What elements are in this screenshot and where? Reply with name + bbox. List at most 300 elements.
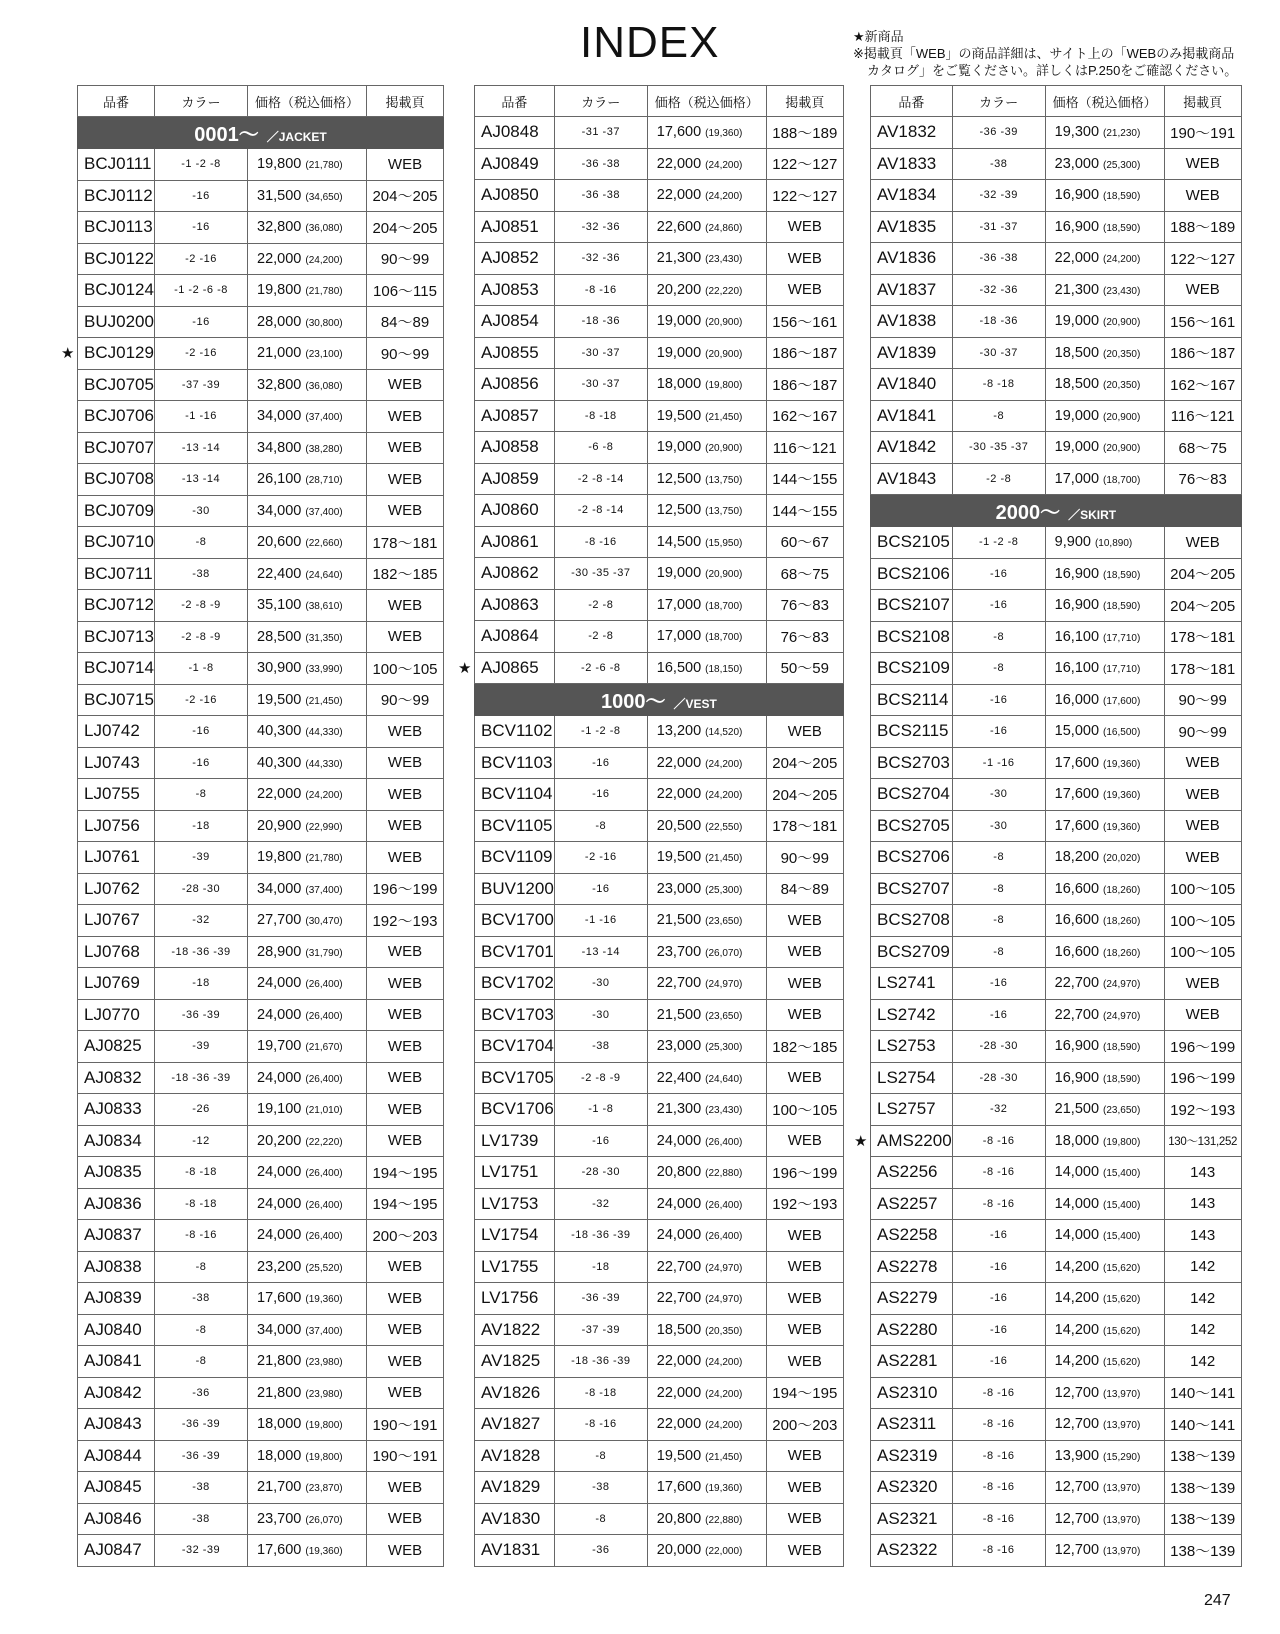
item-code: AS2281 <box>871 1346 953 1378</box>
price-tax-included: (19,360) <box>305 1294 343 1306</box>
price-value: 19,000 <box>1054 439 1100 456</box>
table-row <box>871 337 1242 369</box>
table-row <box>78 338 444 370</box>
item-price <box>647 1188 766 1220</box>
item-price <box>647 211 766 243</box>
item-code: AJ0849 <box>475 148 555 180</box>
table-row <box>871 400 1242 432</box>
price-tax-included: (24,970) <box>705 979 743 991</box>
item-colors: -8 -16 <box>952 1125 1045 1157</box>
item-price <box>248 842 367 874</box>
item-price <box>1045 1125 1164 1157</box>
item-price <box>248 558 367 590</box>
item-colors: -1 -16 <box>155 401 248 433</box>
item-code: LJ0770 <box>78 999 155 1031</box>
item-page: WEB <box>766 1314 843 1346</box>
item-colors: -18 <box>155 810 248 842</box>
item-colors: -38 <box>155 1503 248 1535</box>
item-code: BCJ0113 <box>78 212 155 244</box>
table-row <box>78 905 444 937</box>
item-page: WEB <box>367 779 444 811</box>
item-colors: -18 -36 -39 <box>155 936 248 968</box>
item-code: BCS2708 <box>871 905 953 937</box>
table-row <box>78 653 444 685</box>
item-code: LJ0762 <box>78 873 155 905</box>
item-page: 50～59 <box>766 652 843 684</box>
item-colors: -28 -30 <box>554 1157 647 1189</box>
item-price <box>647 873 766 905</box>
price-tax-included: (18,590) <box>1103 601 1141 613</box>
item-colors: -1 -2 -8 <box>554 716 647 748</box>
item-page: WEB <box>367 1377 444 1409</box>
item-page: WEB <box>766 1346 843 1378</box>
item-page: 186～187 <box>1164 337 1241 369</box>
header-price: 価格（税込価格） <box>647 86 766 117</box>
price-tax-included: (24,200) <box>1103 254 1141 266</box>
price-value: 19,000 <box>656 344 702 361</box>
price-value: 23,000 <box>656 1038 702 1055</box>
price-tax-included: (13,970) <box>1103 1514 1141 1526</box>
note-web-1: ※掲載頁「WEB」の商品詳細は、サイト上の「WEBのみ掲載商品 <box>853 46 1235 61</box>
price-value: 19,800 <box>257 282 302 299</box>
item-price <box>647 558 766 590</box>
table-row <box>475 180 844 212</box>
price-tax-included: (22,660) <box>305 538 343 550</box>
price-tax-included: (23,870) <box>305 1483 343 1495</box>
price-tax-included: (25,520) <box>305 1262 343 1274</box>
price-value: 28,900 <box>257 943 302 960</box>
item-page: 76～83 <box>766 621 843 653</box>
item-code: AJ0845 <box>78 1472 155 1504</box>
table-row <box>78 1062 444 1094</box>
item-price <box>647 779 766 811</box>
item-page: WEB <box>766 716 843 748</box>
table-row <box>475 873 844 905</box>
item-code: BCV1704 <box>475 1031 555 1063</box>
item-code: AJ0836 <box>78 1188 155 1220</box>
item-page: 192～193 <box>1164 1094 1241 1126</box>
table-row <box>78 968 444 1000</box>
item-code: AS2319 <box>871 1440 953 1472</box>
price-value: 34,000 <box>257 502 302 519</box>
item-colors: -37 -39 <box>554 1314 647 1346</box>
price-tax-included: (36,080) <box>305 223 343 235</box>
item-page: 68～75 <box>1164 432 1241 464</box>
item-code: AJ0851 <box>475 211 555 243</box>
price-value: 17,600 <box>656 124 702 141</box>
price-value: 24,000 <box>656 1227 702 1244</box>
section-header-row <box>871 495 1242 527</box>
item-page: WEB <box>1164 779 1241 811</box>
price-value: 19,500 <box>257 691 302 708</box>
item-page: WEB <box>367 464 444 496</box>
item-colors: -8 -16 <box>952 1409 1045 1441</box>
item-code: AV1833 <box>871 148 953 180</box>
item-price <box>647 747 766 779</box>
price-tax-included: (14,520) <box>705 727 743 739</box>
price-tax-included: (20,900) <box>1103 411 1141 423</box>
item-page: 122～127 <box>766 180 843 212</box>
item-page: WEB <box>766 211 843 243</box>
item-colors: -30 <box>554 968 647 1000</box>
item-code: BCS2106 <box>871 558 953 590</box>
item-code: BCV1701 <box>475 936 555 968</box>
table-row <box>475 1283 844 1315</box>
item-price <box>647 1283 766 1315</box>
item-colors: -31 -37 <box>952 211 1045 243</box>
price-value: 19,100 <box>257 1101 302 1118</box>
price-tax-included: (25,300) <box>705 884 743 896</box>
price-tax-included: (31,790) <box>305 947 343 959</box>
price-tax-included: (13,970) <box>1103 1546 1141 1558</box>
item-code: BCV1109 <box>475 842 555 874</box>
item-colors: -28 -30 <box>952 1062 1045 1094</box>
item-page: 106～115 <box>367 275 444 307</box>
price-value: 12,500 <box>656 470 702 487</box>
item-colors: -16 <box>952 590 1045 622</box>
table-row <box>78 1346 444 1378</box>
item-price <box>248 149 367 181</box>
price-value: 23,200 <box>257 1258 302 1275</box>
price-tax-included: (38,280) <box>305 443 343 455</box>
item-price <box>1045 936 1164 968</box>
table-row <box>871 716 1242 748</box>
item-code: LS2757 <box>871 1094 953 1126</box>
item-colors: -8 -18 <box>554 1377 647 1409</box>
table-row <box>475 400 844 432</box>
item-colors: -36 <box>155 1377 248 1409</box>
item-code: AJ0847 <box>78 1535 155 1567</box>
item-price <box>647 842 766 874</box>
item-colors: -28 -30 <box>952 1031 1045 1063</box>
item-colors: -16 <box>952 1220 1045 1252</box>
table-row <box>475 1220 844 1252</box>
table-row <box>871 842 1242 874</box>
price-value: 19,000 <box>656 565 702 582</box>
price-value: 23,000 <box>1054 155 1100 172</box>
table-row <box>475 1314 844 1346</box>
price-value: 21,700 <box>257 1479 302 1496</box>
item-price <box>1045 1472 1164 1504</box>
price-value: 17,000 <box>656 628 702 645</box>
table-row <box>871 905 1242 937</box>
item-code: LJ0769 <box>78 968 155 1000</box>
table-row <box>475 337 844 369</box>
item-price <box>647 1472 766 1504</box>
item-code: LS2753 <box>871 1031 953 1063</box>
item-code: AV1834 <box>871 180 953 212</box>
price-tax-included: (13,970) <box>1103 1483 1141 1495</box>
item-colors: -16 <box>155 212 248 244</box>
table-row <box>871 1251 1242 1283</box>
price-tax-included: (26,070) <box>705 947 743 959</box>
item-price <box>647 274 766 306</box>
item-code: BCJ0708 <box>78 464 155 496</box>
item-price <box>1045 999 1164 1031</box>
price-tax-included: (34,650) <box>305 191 343 203</box>
price-tax-included: (26,400) <box>705 1231 743 1243</box>
item-code: BCV1706 <box>475 1094 555 1126</box>
item-colors: -2 -8 <box>554 589 647 621</box>
price-tax-included: (20,350) <box>1103 348 1141 360</box>
table-row <box>871 243 1242 275</box>
item-colors: -8 <box>952 621 1045 653</box>
price-tax-included: (21,450) <box>705 853 743 865</box>
new-item-star-icon: ★ <box>458 660 472 677</box>
item-page: WEB <box>367 1094 444 1126</box>
table-row <box>871 999 1242 1031</box>
price-value: 32,800 <box>257 219 302 236</box>
price-value: 17,600 <box>1054 786 1100 803</box>
item-price <box>1045 400 1164 432</box>
table-row <box>475 463 844 495</box>
price-value: 12,700 <box>1054 1416 1100 1433</box>
item-code: AJ0858 <box>475 432 555 464</box>
price-tax-included: (20,900) <box>705 569 743 581</box>
table-row <box>475 621 844 653</box>
item-colors: -2 -16 <box>554 842 647 874</box>
price-value: 17,600 <box>257 1290 302 1307</box>
item-page: 84～89 <box>367 306 444 338</box>
item-code: BCJ0122 <box>78 243 155 275</box>
price-tax-included: (30,470) <box>305 916 343 928</box>
item-price <box>248 401 367 433</box>
item-colors: -13 -14 <box>155 432 248 464</box>
price-value: 22,700 <box>656 975 702 992</box>
table-row <box>871 463 1242 495</box>
price-tax-included: (15,620) <box>1103 1357 1141 1369</box>
table-row <box>871 684 1242 716</box>
price-tax-included: (23,980) <box>305 1388 343 1400</box>
header-price: 価格（税込価格） <box>248 86 367 117</box>
price-tax-included: (18,150) <box>705 663 743 675</box>
table-row <box>78 1157 444 1189</box>
price-tax-included: (30,800) <box>305 317 343 329</box>
item-code: LS2742 <box>871 999 953 1031</box>
table-row <box>475 148 844 180</box>
item-page: 122～127 <box>766 148 843 180</box>
item-colors: -16 <box>952 1314 1045 1346</box>
item-colors: -1 -2 -6 -8 <box>155 275 248 307</box>
item-price <box>248 999 367 1031</box>
price-tax-included: (20,350) <box>705 1325 743 1337</box>
item-price <box>248 1157 367 1189</box>
item-colors: -30 -37 <box>554 369 647 401</box>
price-value: 20,900 <box>257 817 302 834</box>
price-value: 24,000 <box>257 1195 302 1212</box>
section-range: 2000～ <box>995 502 1061 524</box>
table-row <box>475 1125 844 1157</box>
table-row <box>78 1031 444 1063</box>
item-page: 188～189 <box>1164 211 1241 243</box>
item-page: 188～189 <box>766 117 843 149</box>
price-tax-included: (13,970) <box>1103 1420 1141 1432</box>
price-value: 22,700 <box>1054 975 1100 992</box>
item-code: AJ0860 <box>475 495 555 527</box>
item-colors: -8 -16 <box>952 1472 1045 1504</box>
price-tax-included: (33,990) <box>305 664 343 676</box>
item-colors: -16 <box>155 716 248 748</box>
price-value: 40,300 <box>257 754 302 771</box>
item-price <box>1045 905 1164 937</box>
price-value: 14,000 <box>1054 1164 1100 1181</box>
table-row <box>78 212 444 244</box>
price-value: 16,900 <box>1054 1038 1100 1055</box>
table-row <box>78 1472 444 1504</box>
item-page: 186～187 <box>766 337 843 369</box>
item-code: BCS2703 <box>871 747 953 779</box>
price-value: 19,000 <box>1054 407 1100 424</box>
table-row <box>78 558 444 590</box>
price-tax-included: (21,450) <box>305 695 343 707</box>
item-price <box>1045 590 1164 622</box>
item-price <box>248 275 367 307</box>
item-page: 178～181 <box>766 810 843 842</box>
price-tax-included: (23,430) <box>705 1105 743 1117</box>
item-colors: -8 -16 <box>952 1503 1045 1535</box>
price-value: 9,900 <box>1054 534 1091 551</box>
item-code: BCS2108 <box>871 621 953 653</box>
item-price <box>248 495 367 527</box>
item-code: AV1825 <box>475 1346 555 1378</box>
item-code: AJ0833 <box>78 1094 155 1126</box>
price-tax-included: (26,070) <box>305 1514 343 1526</box>
item-page: 190～191 <box>367 1440 444 1472</box>
item-page: WEB <box>367 842 444 874</box>
price-tax-included: (21,780) <box>305 160 343 172</box>
price-value: 34,000 <box>257 408 302 425</box>
price-tax-included: (15,950) <box>705 537 743 549</box>
price-value: 19,300 <box>1054 124 1100 141</box>
price-value: 12,700 <box>1054 1542 1100 1559</box>
item-page: 143 <box>1164 1157 1241 1189</box>
item-page: 204～205 <box>766 747 843 779</box>
item-price <box>1045 432 1164 464</box>
price-tax-included: (17,710) <box>1103 664 1141 676</box>
price-value: 23,700 <box>656 943 702 960</box>
item-colors: -8 -16 <box>554 274 647 306</box>
item-colors: -36 -38 <box>554 180 647 212</box>
item-colors: -30 -37 <box>952 337 1045 369</box>
price-value: 23,700 <box>257 1510 302 1527</box>
price-value: 12,700 <box>1054 1510 1100 1527</box>
price-tax-included: (44,330) <box>305 758 343 770</box>
price-value: 21,300 <box>656 1101 702 1118</box>
item-page: WEB <box>367 1283 444 1315</box>
price-value: 21,500 <box>656 1006 702 1023</box>
item-colors: -8 <box>554 810 647 842</box>
item-colors: -32 -39 <box>155 1535 248 1567</box>
item-colors: -38 <box>155 1283 248 1315</box>
item-code: AV1842 <box>871 432 953 464</box>
item-colors: -8 -18 <box>155 1157 248 1189</box>
item-colors: -8 <box>554 1440 647 1472</box>
price-tax-included: (21,780) <box>305 853 343 865</box>
item-colors: -36 -38 <box>554 148 647 180</box>
price-value: 19,800 <box>257 849 302 866</box>
item-price <box>1045 306 1164 338</box>
price-tax-included: (16,500) <box>1103 727 1141 739</box>
item-page: 178～181 <box>1164 621 1241 653</box>
header-row <box>871 86 1242 117</box>
table-row <box>475 495 844 527</box>
price-tax-included: (28,710) <box>305 475 343 487</box>
table-row <box>78 464 444 496</box>
item-code: BCS2706 <box>871 842 953 874</box>
table-row <box>871 1188 1242 1220</box>
price-tax-included: (38,610) <box>305 601 343 613</box>
price-tax-included: (22,000) <box>705 1546 743 1558</box>
item-colors: -36 -39 <box>952 117 1045 149</box>
item-code: BCJ0707 <box>78 432 155 464</box>
table-row <box>475 652 844 684</box>
item-page: 138～139 <box>1164 1440 1241 1472</box>
item-code: BCV1702 <box>475 968 555 1000</box>
price-tax-included: (21,230) <box>1103 128 1141 140</box>
item-colors: -32 -39 <box>952 180 1045 212</box>
item-colors: -32 <box>952 1094 1045 1126</box>
item-page: 90～99 <box>367 684 444 716</box>
index-table-2 <box>474 85 844 1567</box>
item-page: WEB <box>367 810 444 842</box>
item-colors: -32 -36 <box>554 243 647 275</box>
price-tax-included: (10,890) <box>1094 538 1133 550</box>
item-price <box>647 306 766 338</box>
price-value: 24,000 <box>257 975 302 992</box>
item-code: BCS2114 <box>871 684 953 716</box>
item-page: 204～205 <box>367 212 444 244</box>
section-header <box>475 684 844 716</box>
price-tax-included: (24,200) <box>705 159 743 171</box>
table-row <box>871 1031 1242 1063</box>
item-colors: -2 -8 <box>952 463 1045 495</box>
table-row <box>871 274 1242 306</box>
item-price <box>647 1440 766 1472</box>
item-code: BCJ0706 <box>78 401 155 433</box>
price-value: 22,000 <box>656 1353 702 1370</box>
item-colors: -38 <box>155 1472 248 1504</box>
price-tax-included: (15,400) <box>1103 1231 1141 1243</box>
item-code: AV1827 <box>475 1409 555 1441</box>
item-colors: -36 -39 <box>155 999 248 1031</box>
item-colors: -38 <box>155 558 248 590</box>
item-price <box>647 999 766 1031</box>
price-tax-included: (15,400) <box>1103 1168 1141 1180</box>
section-header <box>78 117 444 149</box>
item-colors: -1 -2 -8 <box>952 527 1045 559</box>
price-value: 22,000 <box>656 1384 702 1401</box>
table-row <box>475 369 844 401</box>
price-tax-included: (26,400) <box>305 1010 343 1022</box>
item-price <box>248 306 367 338</box>
price-tax-included: (26,400) <box>305 1231 343 1243</box>
price-tax-included: (24,200) <box>705 1420 743 1432</box>
item-colors: -18 -36 -39 <box>554 1346 647 1378</box>
item-price <box>647 589 766 621</box>
item-page: 90～99 <box>766 842 843 874</box>
item-price <box>1045 1314 1164 1346</box>
price-value: 18,000 <box>257 1447 302 1464</box>
item-page: WEB <box>367 1031 444 1063</box>
item-code: LV1755 <box>475 1251 555 1283</box>
item-price <box>1045 274 1164 306</box>
item-price <box>1045 1503 1164 1535</box>
price-tax-included: (24,970) <box>1103 979 1141 991</box>
price-tax-included: (19,360) <box>1103 790 1141 802</box>
section-range: 1000～ <box>600 691 666 713</box>
price-value: 22,700 <box>1054 1006 1100 1023</box>
price-value: 22,000 <box>257 786 302 803</box>
